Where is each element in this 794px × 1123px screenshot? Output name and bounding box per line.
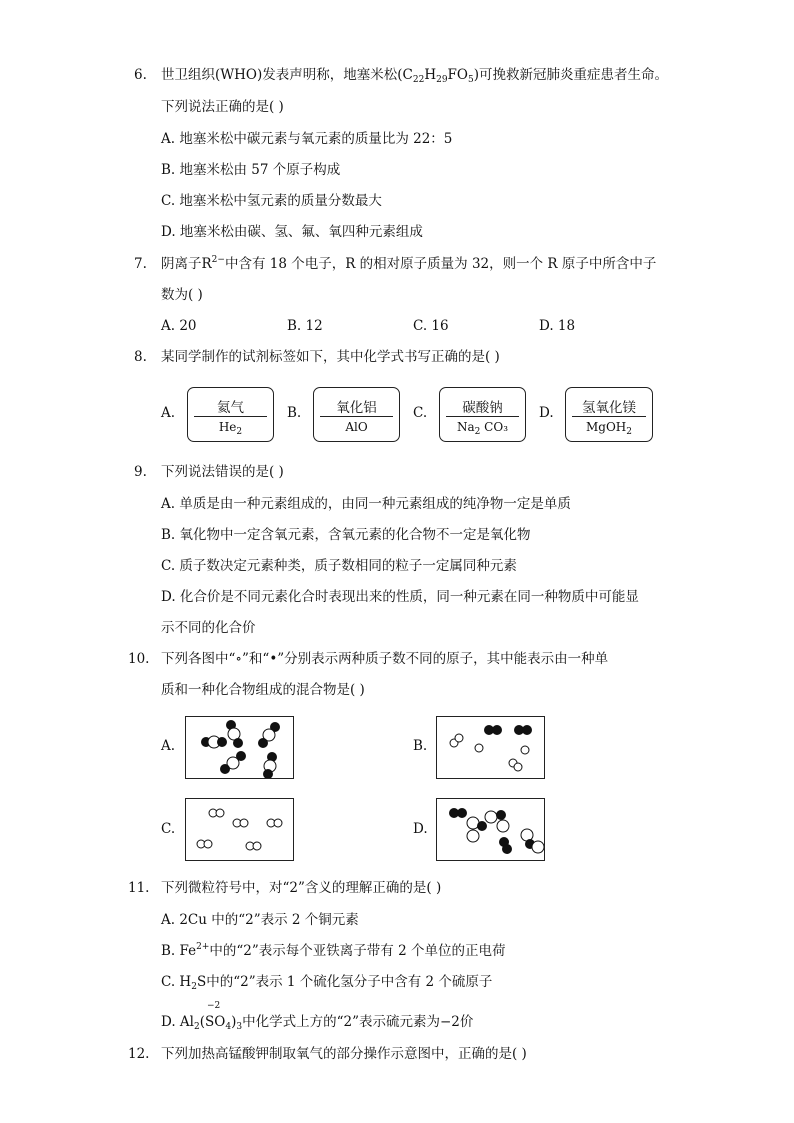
q6-option-a: A. 地塞米松中碳元素与氧元素的质量比为 22：5 xyxy=(161,131,453,147)
q9-option-c: C. 质子数决定元素种类，质子数相同的粒子一定属同种元素 xyxy=(161,558,517,574)
q6-fo: FO xyxy=(447,67,468,83)
q11-option-a: A. 2Cu 中的“2”表示 2 个铜元素 xyxy=(161,912,359,928)
q8-letter-b: B. xyxy=(287,405,302,421)
q6-option-c: C. 地塞米松中氢元素的质量分数最大 xyxy=(161,193,382,209)
q10-letter-a: A. xyxy=(161,738,176,754)
q6-sub-c: 22 xyxy=(412,75,425,85)
q10-letter-d: D. xyxy=(413,821,428,837)
q8-stem: 某同学制作的试剂标签如下，其中化学式书写正确的是( ) xyxy=(161,349,500,365)
q6-option-b: B. 地塞米松由 57 个原子构成 xyxy=(161,162,341,178)
q7-option-d: D. 18 xyxy=(539,318,576,334)
q6-stem-line1 xyxy=(161,66,668,84)
q10-number: 10. xyxy=(128,651,150,667)
q10-letter-c: C. xyxy=(161,821,176,837)
q7-stem-b: 中含有 18 个电子，R 的相对原子质量为 32，则一个 R 原子中所含中子 xyxy=(224,256,657,272)
q11-option-b: B. $Fe^{2+}$中的“2”表示每个亚铁离子带有 2 个单位的正电荷 xyxy=(161,942,506,959)
q8-label-formula: MgOH$_2$ xyxy=(585,420,632,437)
q8-label-divider xyxy=(320,416,393,417)
q11-option-b-charge: 2+ xyxy=(196,942,210,952)
q10-stem-line2: 质和一种化合物组成的混合物是( ) xyxy=(161,682,365,698)
q8-label-name: 氦气 xyxy=(217,400,244,416)
q11-option-c: C. $H_2S$中的“2”表示 1 个硫化氢分子中含有 2 个硫原子 xyxy=(161,974,493,992)
q8-label-magnesium-hydroxide xyxy=(565,387,653,442)
q11-option-d: D. $Al_2$( −2 $SO_4)_3$中化学式上方的“2”表示硫元素为−2价 xyxy=(161,1001,474,1032)
q6-stem-line2: 下列说法正确的是( ) xyxy=(161,99,284,115)
q10-diagram-d xyxy=(436,798,545,861)
q7-charge: 2− xyxy=(211,255,225,265)
q8-letter-d: D. xyxy=(539,405,554,421)
q11-option-d-so-group: −2 SO xyxy=(205,1001,226,1030)
q10-diagram-a-particles xyxy=(186,717,293,778)
q10-diagram-c xyxy=(185,798,294,861)
q7-option-b: B. 12 xyxy=(287,318,323,334)
q10-diagram-b-particles xyxy=(437,717,544,778)
q8-label-name: 碳酸钠 xyxy=(462,400,503,416)
q8-letter-c: C. xyxy=(413,405,428,421)
q11-option-d-valence-mark: −2 xyxy=(207,1001,221,1011)
q11-stem: 下列微粒符号中，对“2”含义的理解正确的是( ) xyxy=(161,880,442,896)
q7-option-c: C. 16 xyxy=(413,318,449,334)
q8-label-divider xyxy=(446,416,519,417)
q10-diagram-b xyxy=(436,716,545,779)
q8-label-formula: $He_2$ xyxy=(218,420,243,437)
q8-label-divider xyxy=(572,416,646,417)
q9-option-b: B. 氧化物中一定含氧元素，含氧元素的化合物不一定是氧化物 xyxy=(161,527,531,543)
q6-sub-h: 29 xyxy=(436,75,448,85)
q9-number: 9. xyxy=(134,464,147,480)
q6-number: 6. xyxy=(134,67,147,83)
q6-sub-o: 5 xyxy=(467,75,474,85)
q7-option-a: A. 20 xyxy=(161,318,197,334)
q7-stem-line2: 数为( ) xyxy=(161,287,203,303)
q6-stem-a: 世卫组织(WHO)发表声明称，地塞米松(C xyxy=(161,67,413,83)
q9-option-d-line1: D. 化合价是不同元素化合时表现出来的性质，同一种元素在同一种物质中可能显 xyxy=(161,589,639,605)
q10-diagram-a xyxy=(185,716,294,779)
q7-stem-a: 阴离子R xyxy=(161,256,212,272)
q10-diagram-c-particles xyxy=(186,799,293,860)
q6-h: H xyxy=(424,67,437,83)
q8-label-formula: $Na_2$ CO₃ xyxy=(456,420,509,437)
q10-stem-line1: 下列各图中“∘”和“•”分别表示两种质子数不同的原子，其中能表示由一种单 xyxy=(161,651,609,667)
q9-stem: 下列说法错误的是( ) xyxy=(161,464,284,480)
q8-number: 8. xyxy=(134,349,147,365)
q8-label-sodium-carbonate xyxy=(439,387,526,442)
q12-number: 12. xyxy=(128,1046,150,1062)
q9-option-a: A. 单质是由一种元素组成的，由同一种元素组成的纯净物一定是单质 xyxy=(161,496,571,512)
q7-stem-line1 xyxy=(161,255,656,273)
q10-letter-b: B. xyxy=(413,738,428,754)
q7-number: 7. xyxy=(134,256,147,272)
q8-label-formula: AlO xyxy=(345,420,368,434)
q8-label-name: 氢氧化镁 xyxy=(582,400,636,416)
q8-label-divider xyxy=(194,416,267,417)
q6-stem-b: )可挽救新冠肺炎重症患者生命。 xyxy=(473,67,668,83)
q6-option-d: D. 地塞米松由碳、氢、氟、氧四种元素组成 xyxy=(161,224,423,240)
q8-label-helium xyxy=(187,387,274,442)
q9-option-d-line2: 示不同的化合价 xyxy=(161,620,256,636)
q11-option-c-sub: 2 xyxy=(191,982,197,992)
q8-label-alumina xyxy=(313,387,400,442)
q8-letter-a: A. xyxy=(161,405,176,421)
q11-number: 11. xyxy=(128,880,150,896)
q10-diagram-d-particles xyxy=(437,799,544,860)
q12-stem: 下列加热高锰酸钾制取氧气的部分操作示意图中，正确的是( ) xyxy=(161,1046,527,1062)
q8-label-name: 氧化铝 xyxy=(336,400,377,416)
